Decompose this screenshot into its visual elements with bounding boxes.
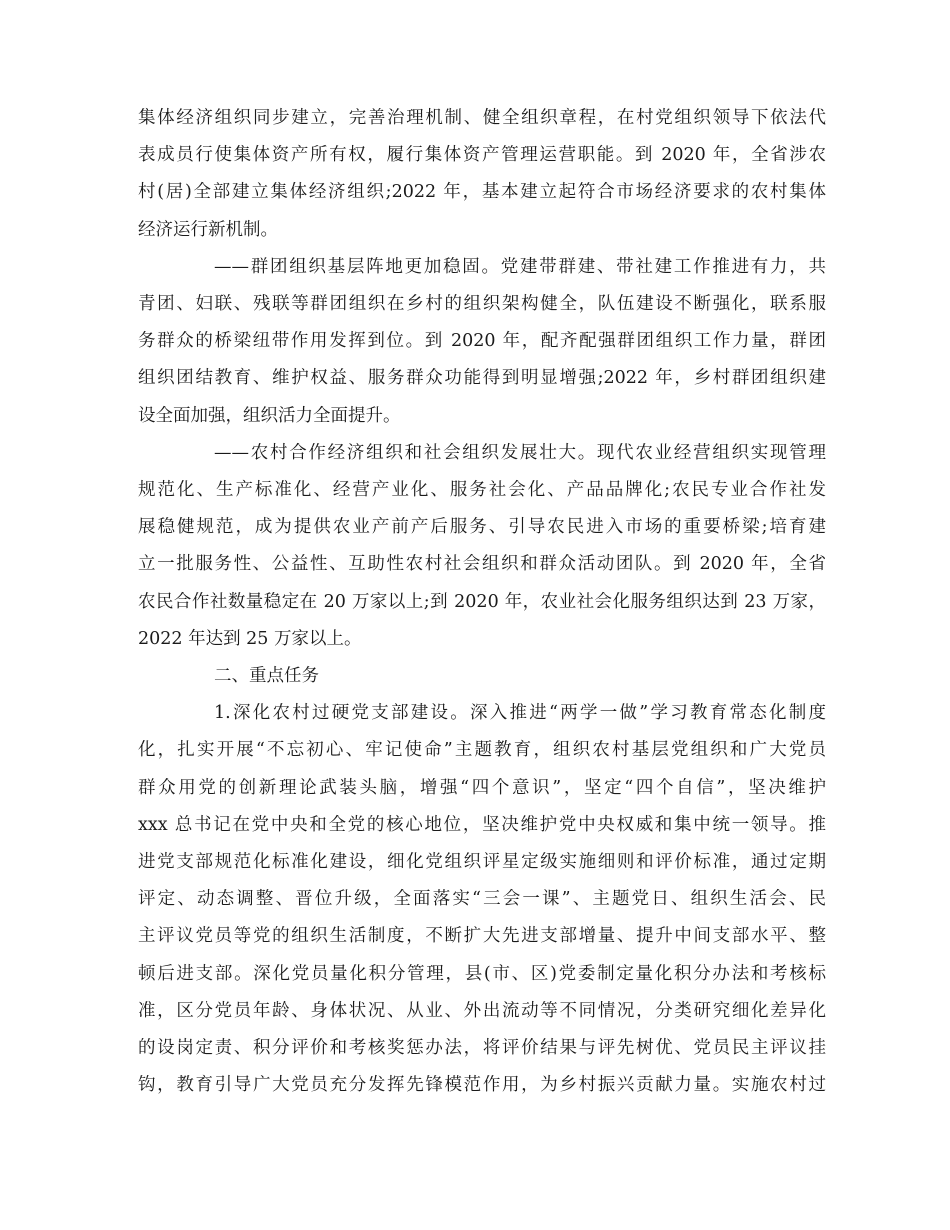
- text-line: 规范化、生产标准化、经营产业化、服务社会化、产品品牌化;农民专业合作社发: [138, 480, 826, 501]
- text-line: 展稳健规范，成为提供农业产前产后服务、引导农民进入市场的重要桥梁;培育建: [138, 517, 826, 538]
- text-line: 化，扎实开展“不忘初心、牢记使命”主题教育，组织农村基层党组织和广大党员: [138, 740, 826, 761]
- text-line: ——群团组织基层阵地更加稳固。党建带群建、带社建工作推进有力，共: [214, 256, 826, 277]
- text-line: 农民合作社数量稳定在 20 万家以上;到 2020 年，农业社会化服务组织达到 23 万家，: [138, 591, 826, 612]
- text-line: ——农村合作经济组织和社会组织发展壮大。现代农业经营组织实现管理: [214, 442, 826, 463]
- text-line: 评定、动态调整、晋位升级，全面落实“三会一课”、主题党日、组织生活会、民: [138, 889, 826, 910]
- text-line: 经济运行新机制。: [138, 219, 278, 240]
- text-line: 顿后进支部。深化党员量化积分管理，县(市、区)党委制定量化积分办法和考核标: [138, 963, 826, 984]
- paragraph-cooperative-organizations: [138, 435, 826, 658]
- text-line: 钩，教育引导广大党员充分发挥先锋模范作用，为乡村振兴贡献力量。实施农村过: [138, 1075, 826, 1096]
- paragraph-mass-organizations: [138, 249, 826, 435]
- text-line: 村(居)全部建立集体经济组织;2022 年，基本建立起符合市场经济要求的农村集体: [138, 182, 826, 203]
- text-line: 青团、妇联、残联等群团组织在乡村的组织架构健全，队伍建设不断强化，联系服: [138, 294, 826, 315]
- paragraph-collective-economy: [138, 100, 826, 249]
- text-line: 务群众的桥梁纽带作用发挥到位。到 2020 年，配齐配强群团组织工作力量，群团: [138, 331, 826, 352]
- text-line: 组织团结教育、维护权益、服务群众功能得到明显增强;2022 年，乡村群团组织建: [138, 368, 826, 389]
- text-line: 立一批服务性、公益性、互助性农村社会组织和群众活动团队。到 2020 年，全省: [138, 554, 826, 575]
- text-line: 群众用党的创新理论武装头脑，增强“四个意识”，坚定“四个自信”，坚决维护: [138, 777, 826, 798]
- text-line: 进党支部规范化标准化建设，细化党组织评星定级实施细则和评价标准，通过定期: [138, 852, 826, 873]
- text-line: 准，区分党员年龄、身体状况、从业、外出流动等不同情况，分类研究细化差异化: [138, 1000, 826, 1021]
- text-line: 主评议党员等党的组织生活制度，不断扩大先进支部增量、提升中间支部水平、整: [138, 926, 826, 947]
- text-line: xxx 总书记在党中央和全党的核心地位，坚决维护党中央权威和集中统一领导。推: [138, 814, 826, 835]
- text-line: 的设岗定责、积分评价和考核奖惩办法，将评价结果与评先树优、党员民主评议挂: [138, 1038, 826, 1059]
- text-line: 2022 年达到 25 万家以上。: [138, 628, 362, 649]
- text-line: 1.深化农村过硬党支部建设。深入推进“两学一做”学习教育常态化制度: [214, 703, 826, 724]
- text-line: 设全面加强，组织活力全面提升。: [138, 405, 401, 426]
- text-line: 表成员行使集体资产所有权，履行集体资产管理运营职能。到 2020 年，全省涉农: [138, 145, 826, 166]
- paragraph-party-branch-building: [138, 695, 826, 1104]
- document-page: [138, 100, 826, 1104]
- text-line: 集体经济组织同步建立，完善治理机制、健全组织章程，在村党组织领导下依法代: [138, 108, 826, 128]
- section-heading: 二、重点任务: [214, 666, 319, 687]
- section-heading-key-tasks: [138, 658, 826, 695]
